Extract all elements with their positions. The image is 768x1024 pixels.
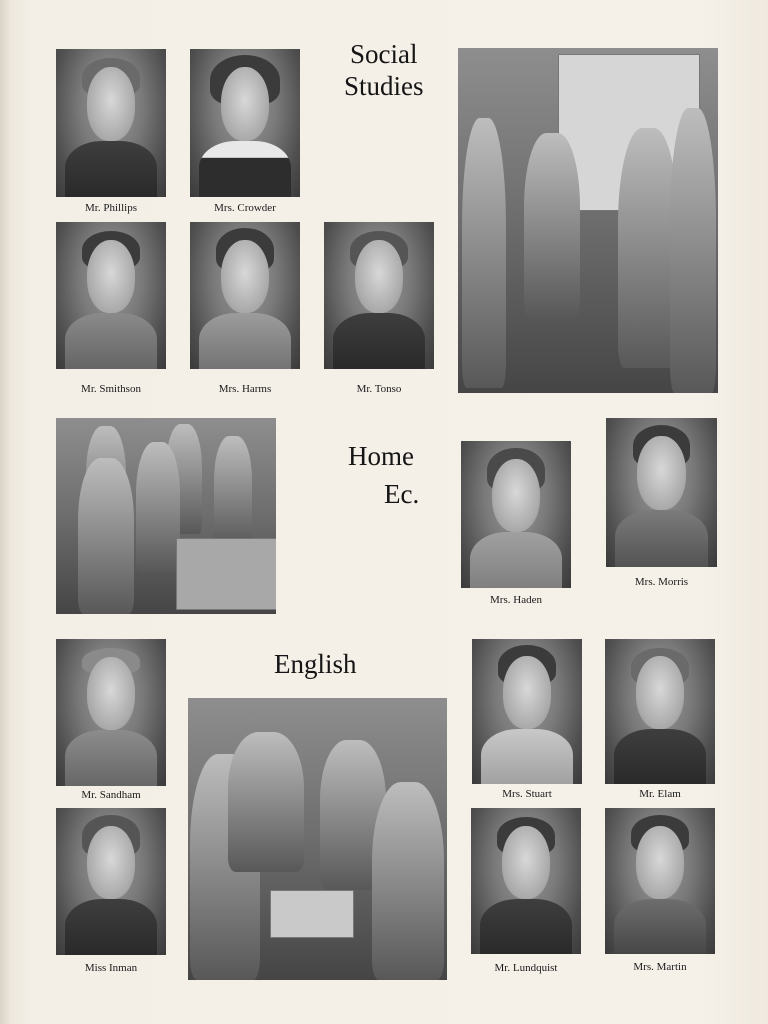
home-ec-heading <box>348 440 419 510</box>
caption-morris: Mrs. Morris <box>634 576 689 588</box>
home-ec-heading-line2: Ec. <box>384 479 420 509</box>
home-ec-heading-line1: Home <box>348 441 414 471</box>
caption-martin: Mrs. Martin <box>633 961 687 973</box>
english-heading: English <box>274 649 357 679</box>
caption-stuart: Mrs. Stuart <box>502 788 552 800</box>
board-game <box>270 890 354 938</box>
caption-harms: Mrs. Harms <box>218 383 272 395</box>
portrait-photo-martin <box>605 808 715 954</box>
caption-lundquist: Mr. Lundquist <box>494 962 558 974</box>
caption-tonso: Mr. Tonso <box>356 383 402 395</box>
portrait-photo-stuart <box>472 639 582 784</box>
portrait-photo-sandham <box>56 639 166 786</box>
portrait-photo-elam <box>605 639 715 784</box>
caption-haden: Mrs. Haden <box>490 594 542 606</box>
caption-crowder: Mrs. Crowder <box>214 202 276 214</box>
portrait-photo-smithson <box>56 222 166 369</box>
home-ec-class-photo <box>56 418 276 614</box>
portrait-photo-crowder <box>190 49 300 197</box>
caption-elam: Mr. Elam <box>639 788 681 800</box>
english-class-photo <box>188 698 447 980</box>
caption-inman: Miss Inman <box>84 962 138 974</box>
social-studies-heading-line1: Social <box>350 39 418 69</box>
social-studies-heading <box>344 38 424 102</box>
caption-smithson: Mr. Smithson <box>81 383 141 395</box>
portrait-photo-haden <box>461 441 571 588</box>
social-studies-class-photo <box>458 48 718 393</box>
caption-phillips: Mr. Phillips <box>85 202 137 214</box>
caption-sandham: Mr. Sandham <box>81 789 141 801</box>
portrait-photo-lundquist <box>471 808 581 954</box>
portrait-photo-inman <box>56 808 166 955</box>
portrait-photo-harms <box>190 222 300 369</box>
portrait-photo-phillips <box>56 49 166 197</box>
page-binding-edge <box>0 0 10 1024</box>
portrait-photo-morris <box>606 418 717 567</box>
portrait-photo-tonso <box>324 222 434 369</box>
social-studies-heading-line2: Studies <box>344 71 424 101</box>
kitchen-counter <box>176 538 276 610</box>
